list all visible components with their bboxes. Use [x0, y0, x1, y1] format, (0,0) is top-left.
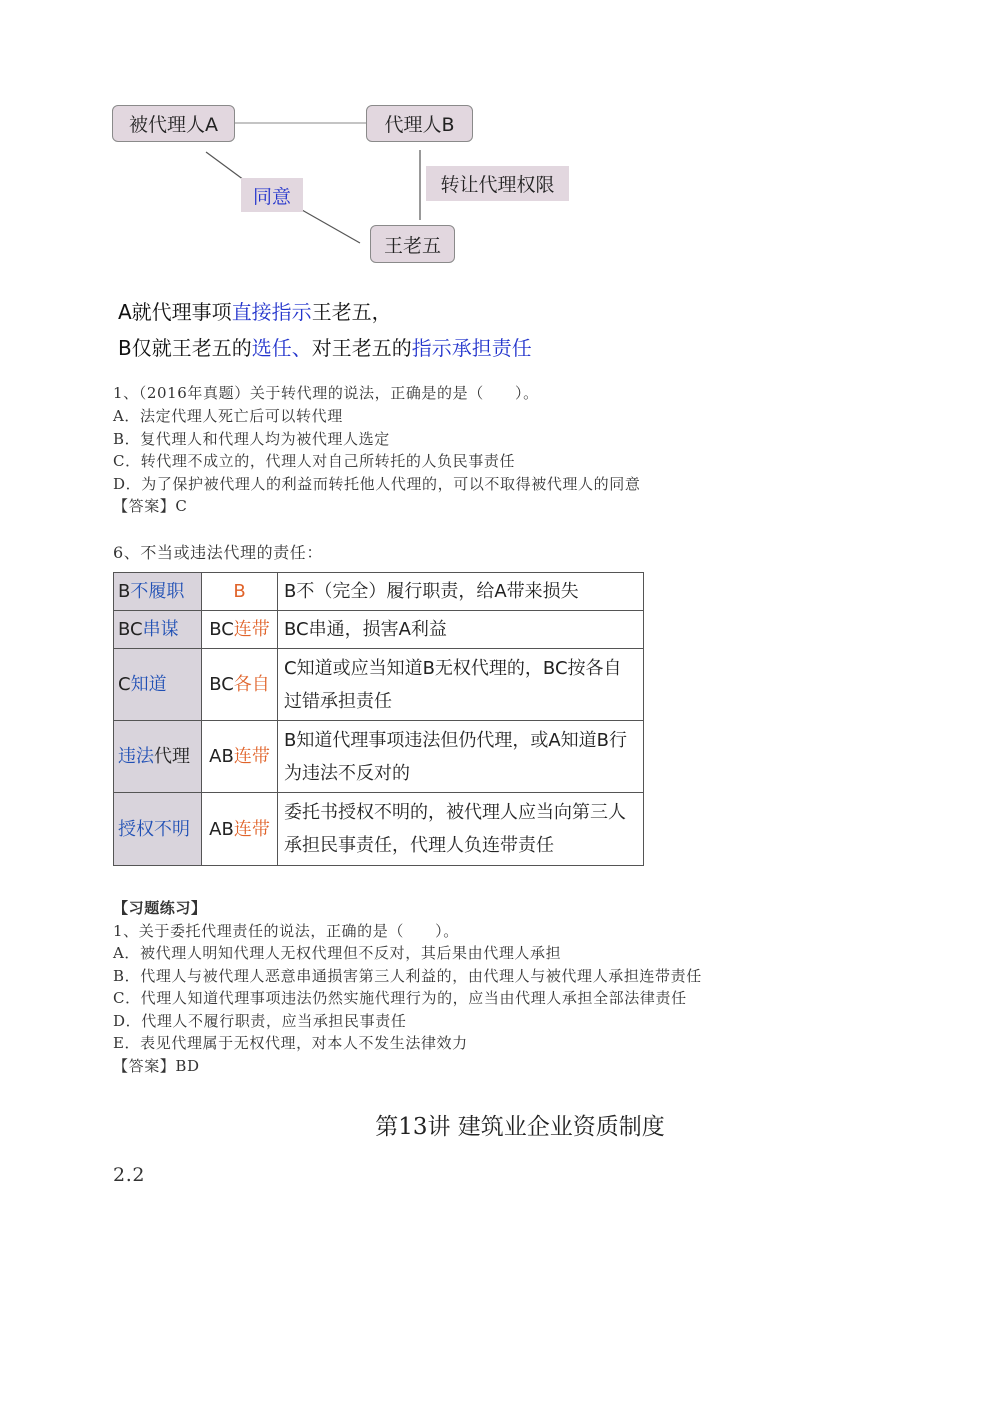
cell-highlight: 不履职 [130, 581, 185, 602]
cell-text: AB [209, 746, 234, 767]
summary-text: 对王老五的 [311, 336, 412, 360]
cell-text: 过错承担责任 [284, 690, 392, 712]
edge-label-consent: 同意 [241, 178, 303, 212]
table-cell-type [114, 611, 202, 649]
cell-text: 委托书授权不明的，被代理人应当向第三人 [284, 802, 626, 823]
table-row [114, 793, 644, 866]
table-cell-type [114, 573, 202, 611]
summary-line-2 [118, 332, 532, 361]
table-cell-type [114, 721, 202, 793]
summary-text: 王老五， [311, 300, 392, 324]
cell-text: B不（完全）履行职责，给A带来损失 [284, 581, 579, 602]
cell-highlight: 连带 [233, 746, 270, 767]
table-cell-desc [278, 649, 644, 721]
cell-text: C [118, 674, 131, 695]
cell-text: 代理 [154, 746, 190, 767]
table-cell-party [202, 793, 278, 866]
practice-stem: 1、关于委托代理责任的说法，正确的是（ ）。 [113, 922, 459, 940]
table-cell-party [202, 649, 278, 721]
summary-highlight: 直接指示 [231, 300, 312, 324]
summary-text: A就代理事项 [118, 300, 232, 324]
cell-highlight: B [233, 581, 246, 602]
table-cell-desc [278, 793, 644, 866]
cell-text: BC [118, 619, 143, 640]
table-cell-desc [278, 721, 644, 793]
question-answer: 【答案】C [113, 497, 188, 515]
cell-highlight: 违法 [118, 746, 154, 767]
edge-a-c-lower [302, 210, 360, 243]
cell-highlight: 各自 [233, 674, 270, 695]
cell-text: B [118, 581, 131, 602]
practice-option-a: A．被代理人明知代理人无权代理但不反对，其后果由代理人承担 [113, 944, 562, 962]
node-principal-a: 被代理人A [112, 105, 235, 142]
cell-text: BC [209, 619, 234, 640]
practice-option-c: C．代理人知道代理事项违法仍然实施代理行为的，应当由代理人承担全部法律责任 [113, 989, 687, 1007]
cell-text: BC串通，损害A利益 [284, 619, 447, 640]
table-row [114, 573, 644, 611]
table-cell-type [114, 649, 202, 721]
cell-text: 为违法不反对的 [284, 762, 410, 784]
summary-highlight: 选任、 [251, 336, 312, 360]
node-wang-laowu: 王老五 [370, 225, 455, 263]
edge-label-transfer: 转让代理权限 [426, 166, 569, 201]
cell-highlight: 串谋 [142, 619, 179, 640]
practice-option-b: B．代理人与被代理人恶意串通损害第三人利益的，由代理人与被代理人承担连带责任 [113, 967, 702, 985]
practice-heading: 【习题练习】 [113, 899, 207, 917]
summary-line-1 [118, 296, 392, 325]
practice-option-d: D．代理人不履行职责，应当承担民事责任 [113, 1012, 407, 1030]
practice-option-e: E．表见代理属于无权代理，对本人不发生法律效力 [113, 1034, 468, 1052]
table-row [114, 721, 644, 793]
table-cell-party [202, 721, 278, 793]
cell-highlight: 连带 [233, 818, 270, 840]
cell-text: B知道代理事项违法但仍代理，或A知道B行 [284, 729, 628, 751]
cell-highlight: 连带 [233, 619, 270, 640]
summary-text: B仅就王老五的 [118, 336, 252, 360]
table-cell-desc [278, 611, 644, 649]
practice-answer: 【答案】BD [113, 1057, 200, 1075]
question-stem: 1、（2016年真题）关于转代理的说法，正确是的是（ ）。 [113, 384, 539, 402]
table-cell-type [114, 793, 202, 866]
section-number: 2.2 [113, 1164, 146, 1186]
question-option-c: C．转代理不成立的，代理人对自己所转托的人负民事责任 [113, 452, 516, 470]
question-option-b: B．复代理人和代理人均为被代理人选定 [113, 430, 390, 448]
cell-text: 承担民事责任，代理人负连带责任 [284, 835, 554, 856]
table-cell-party [202, 573, 278, 611]
summary-highlight: 指示承担责任 [411, 336, 532, 360]
table-row [114, 611, 644, 649]
node-agent-b: 代理人B [366, 105, 473, 142]
section-heading: 6、不当或违法代理的责任： [113, 543, 323, 562]
table-row [114, 649, 644, 721]
cell-text: C知道或应当知道B无权代理的，BC按各自 [284, 657, 622, 679]
cell-highlight: 知道 [130, 674, 167, 695]
responsibility-table [113, 572, 644, 866]
edge-a-c-upper [206, 152, 244, 180]
cell-highlight: 授权不明 [118, 818, 190, 840]
table-cell-party [202, 611, 278, 649]
lecture-title: 第13讲 建筑业企业资质制度 [375, 1114, 665, 1140]
question-option-d: D．为了保护被代理人的利益而转托他人代理的，可以不取得被代理人的同意 [113, 475, 641, 493]
question-option-a: A．法定代理人死亡后可以转代理 [113, 407, 343, 425]
table-cell-desc [278, 573, 644, 611]
cell-text: AB [209, 818, 234, 840]
cell-text: BC [209, 674, 234, 695]
